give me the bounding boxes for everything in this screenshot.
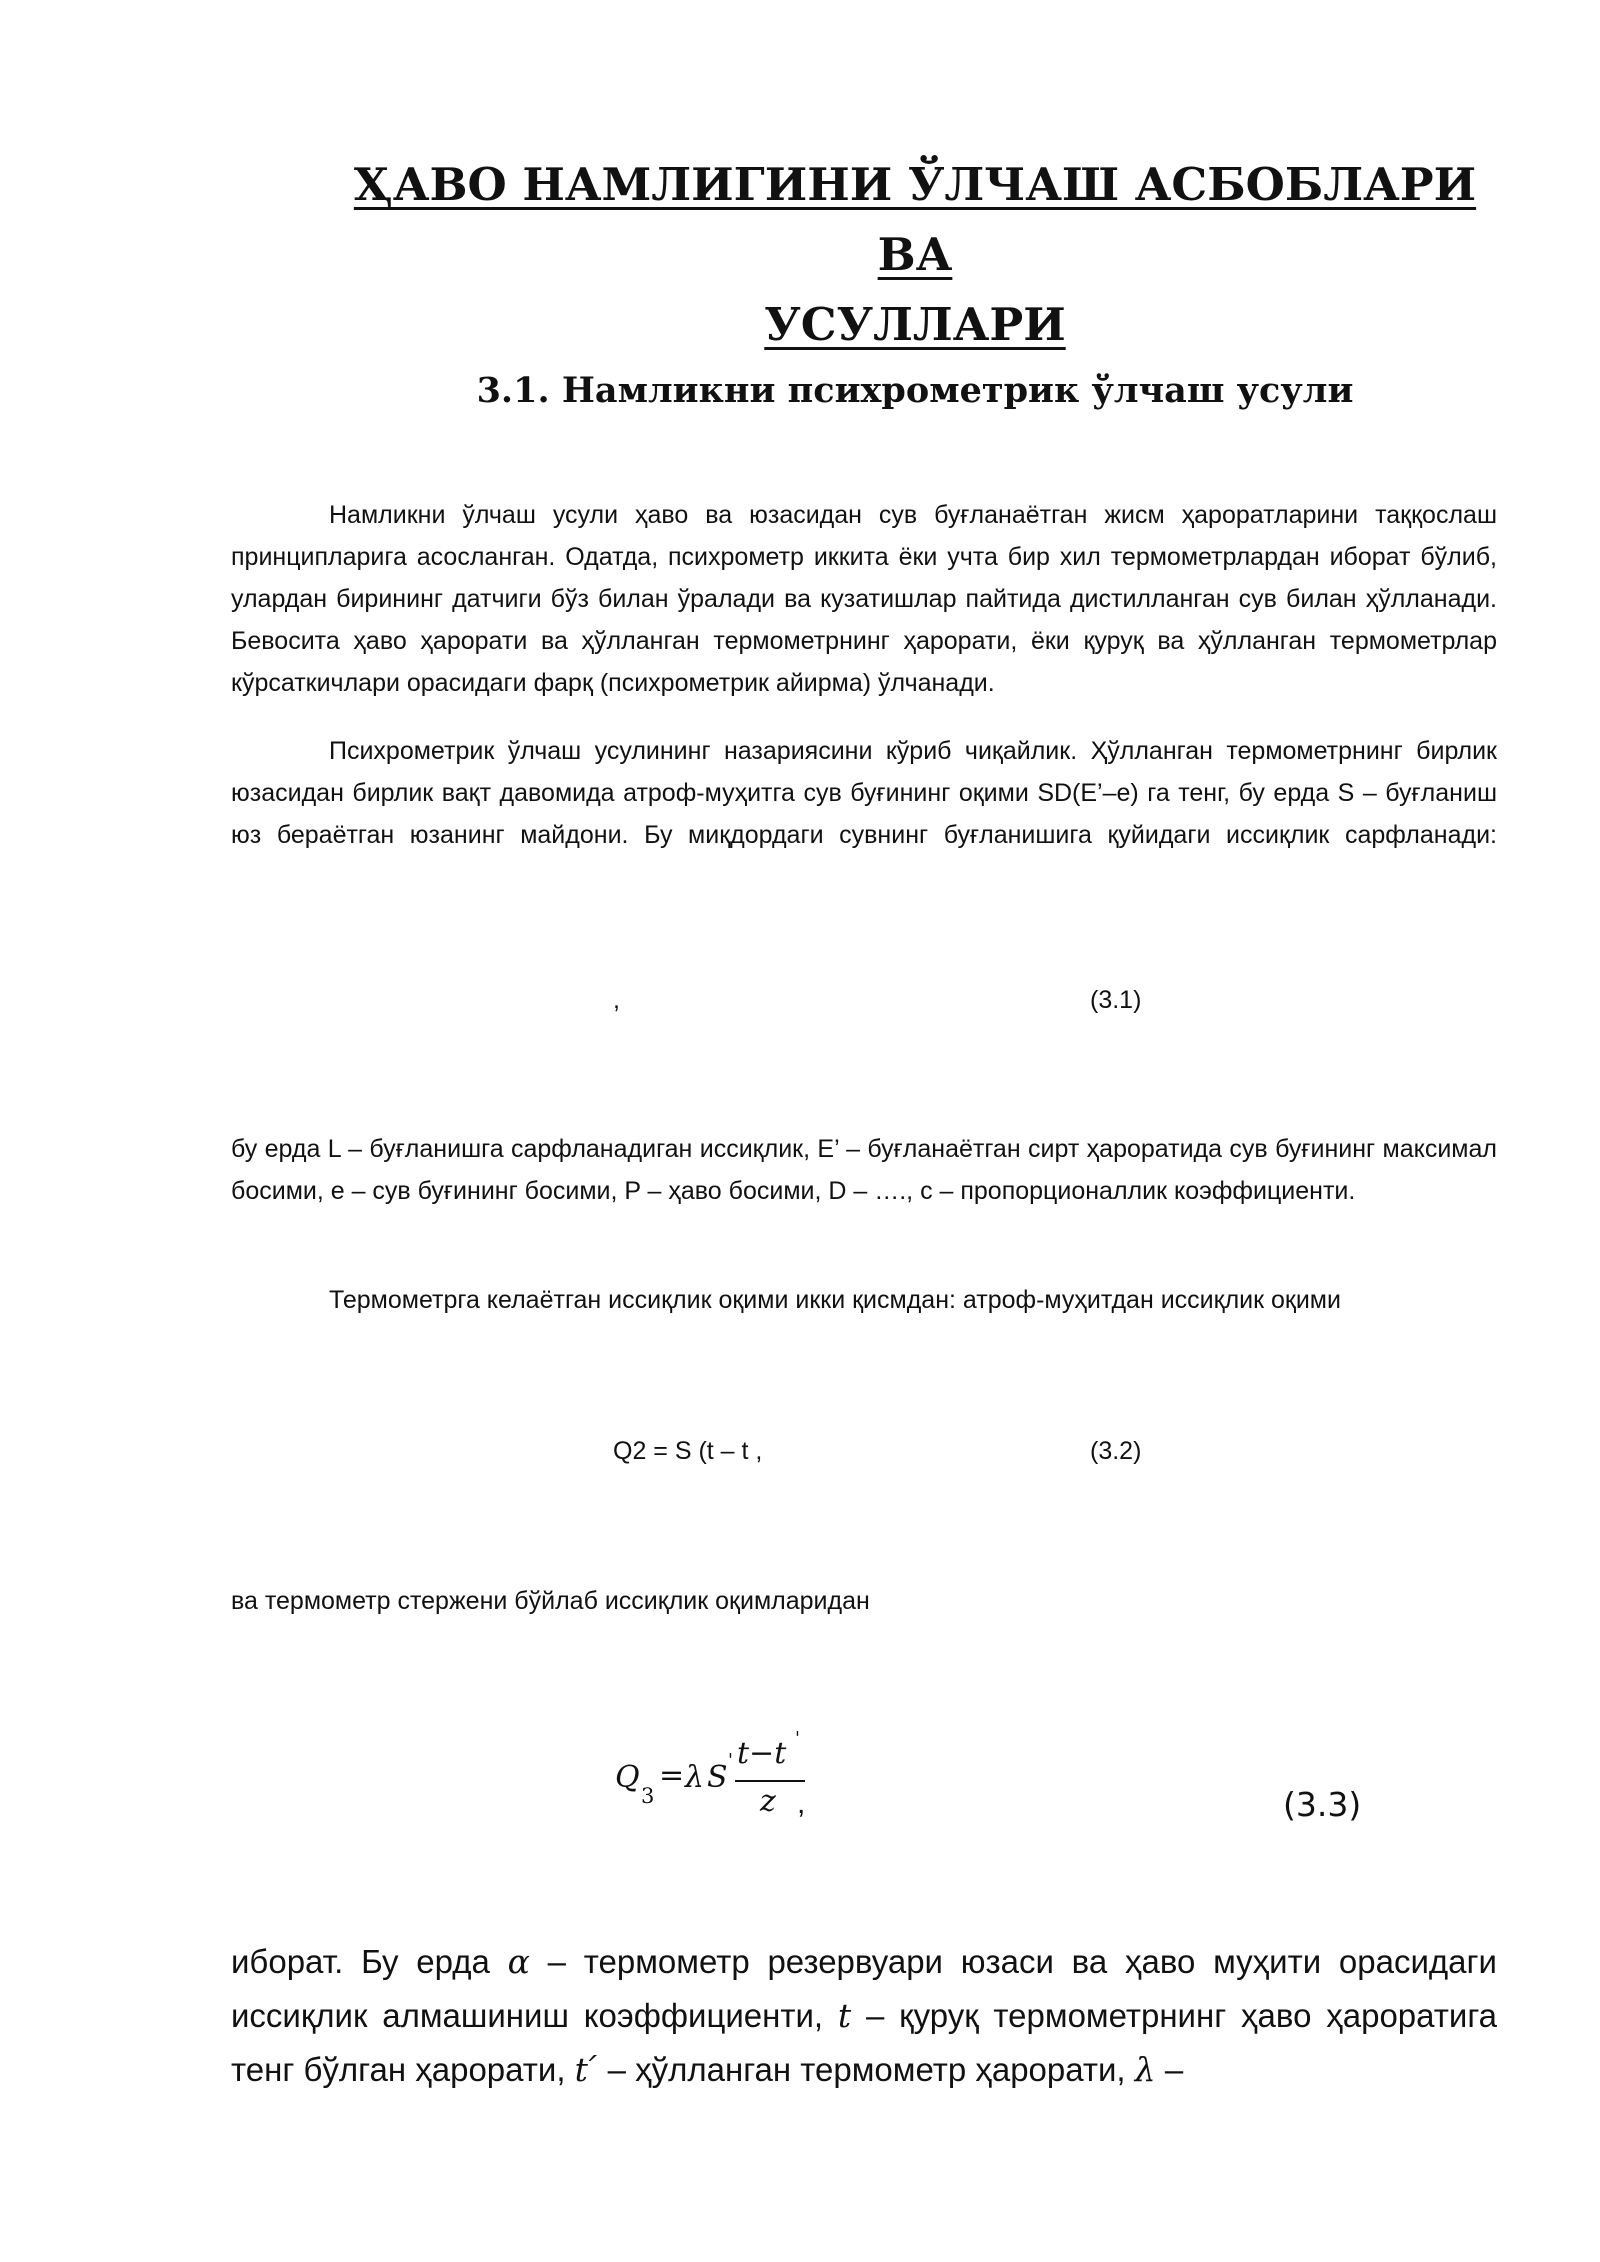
paragraph-6-text-d: – ҳўлланган термометр ҳарорати, bbox=[598, 2051, 1135, 2088]
paragraph-3: бу ерда L – буғланишга сарфланадиган иссиқлик, E’ – буғланаётган сирт ҳароратида сув буғининг максимал босими, e – сув буғининг босими, P – ҳаво босими, D – …., c – пропорционаллик коэффициенти. bbox=[231, 1135, 1497, 1205]
formula-s-prime: ' bbox=[728, 1750, 733, 1771]
paragraph-6-text-a: иборат. Бу ерда bbox=[231, 1943, 508, 1980]
formula-s: S bbox=[707, 1760, 728, 1795]
title-line-2: УСУЛЛАРИ bbox=[764, 298, 1066, 351]
paragraph-2: Психрометрик ўлчаш усулининг назариясини кўриб чиқайлик. Ҳўлланган термометрнинг бирлик юзасидан бирлик вақт давомида атроф-муҳитга сув буғининг оқими SD(E’–e) га тенг, бу ерда S – буғланиш юз бераётган юзанинг майдони. Бу миқдордаги сувнинг буғланишига қуйидаги иссиқлик сарфланади: bbox=[231, 737, 1497, 849]
paragraph-6-text-b: – термометр резервуари юзаси ва ҳаво муҳити орасидаги иссиқлик алмашиниш коэффициенти, bbox=[231, 1943, 1497, 2034]
page-title bbox=[330, 150, 1500, 360]
equation-3-2: Q2 = S (t – t , bbox=[613, 1437, 763, 1465]
formula-q: Q bbox=[615, 1760, 640, 1795]
section-heading: 3.1. Намликни психрометрик ўлчаш усули bbox=[476, 370, 1354, 411]
formula-equals: = bbox=[659, 1758, 685, 1793]
equation-3-3-number: (3.3) bbox=[1283, 1785, 1362, 1824]
formula-denominator: z bbox=[760, 1784, 776, 1819]
paragraph-1: Намликни ўлчаш усули ҳаво ва юзасидан сув буғланаётган жисм ҳароратларини таққослаш принципларига асосланган. Одатда, психрометр иккита ёки учта бир хил термометрлардан иборат бўлиб, улардан бирининг датчиги бўз билан ўралади ва кузатишлар пайтида дистилланган сув билан ҳўлланади. Бевосита ҳаво ҳарорати ва ҳўлланган термометрнинг ҳарорати, ёки қуруқ ва ҳўлланган термометрлар кўрсаткичлари орасидаги фарқ (психрометрик айирма) ўлчанади. bbox=[231, 501, 1497, 697]
formula-numerator-prime: ' bbox=[795, 1728, 800, 1749]
equation-3-3-comma: , bbox=[797, 1787, 806, 1820]
equation-3-2-number: (3.2) bbox=[1090, 1437, 1142, 1465]
paragraph-4: Термометрга келаётган иссиқлик оқими икки қисмдан: атроф-муҳитдан иссиқлик оқими bbox=[329, 1286, 1341, 1314]
formula-subscript: 3 bbox=[641, 1784, 655, 1808]
equation-3-3-formula bbox=[615, 1728, 815, 1826]
formula-lambda: λ bbox=[685, 1760, 705, 1795]
equation-3-1-number: (3.1) bbox=[1090, 986, 1142, 1014]
t-symbol: t bbox=[837, 1996, 852, 2035]
paragraph-6-text-e: – bbox=[1155, 2051, 1184, 2088]
equation-3-1-comma: , bbox=[613, 986, 620, 1014]
paragraph-5: ва термометр стержени бўйлаб иссиқлик оқимларидан bbox=[231, 1587, 870, 1615]
paragraph-6-text-c: – қуруқ термометрнинг ҳаво ҳароратига тенг бўлган ҳарорати, bbox=[231, 1997, 1497, 2088]
lambda-symbol: λ bbox=[1134, 2050, 1156, 2089]
title-line-1: ҲАВО НАМЛИГИНИ ЎЛЧАШ АСБОБЛАРИ ВА bbox=[353, 158, 1477, 281]
formula-numerator: t−t bbox=[737, 1736, 787, 1771]
fraction-bar bbox=[735, 1780, 805, 1782]
t-prime-symbol: t ́ bbox=[574, 2050, 599, 2089]
alpha-symbol: α bbox=[507, 1942, 530, 1981]
paragraph-6 bbox=[231, 1935, 1497, 2097]
